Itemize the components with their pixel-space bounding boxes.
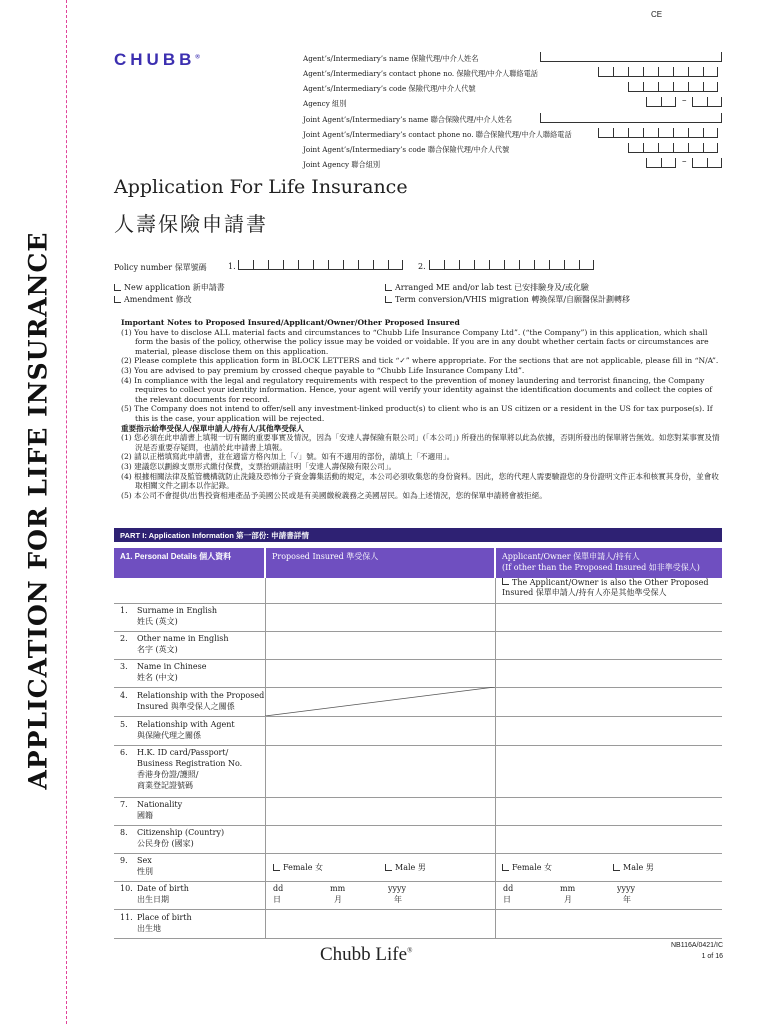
note-zh-3: (3) 建議您以劃線支票形式繳付保費，支票抬頭請註明「安達人壽保險有限公司」。 — [121, 461, 397, 471]
form-code: NB116A/0421/IC 1 of 16 — [670, 942, 723, 960]
title-chinese: 人壽保險申請書 — [114, 212, 268, 236]
agent-name-label: Agent’s/Intermediary’s name 保險代理/中介人姓名 — [303, 54, 479, 63]
column-divider — [495, 578, 496, 938]
policy-number-label: Policy number 保單號碼 — [114, 263, 207, 272]
row-id-number: 6. H.K. ID card/Passport/ Business Registration No. 香港身份證/護照/ 商業登記證號碼 — [120, 748, 243, 790]
dash: – — [682, 157, 687, 167]
policy-2-label: 2. — [418, 262, 426, 271]
agency-field-a[interactable] — [646, 97, 676, 107]
applicant-dob-year[interactable]: yyyy 年 — [617, 884, 636, 904]
joint-agency-field-b[interactable] — [692, 158, 722, 168]
notes-title: Important Notes to Proposed Insured/Applicant/Owner/Other Proposed Insured — [121, 318, 460, 327]
new-application-checkbox[interactable]: New application 新申請書 — [114, 282, 225, 293]
joint-agency-field-a[interactable] — [646, 158, 676, 168]
row-divider — [114, 797, 722, 798]
note-zh-1: (1) 您必須在此申請書上填報一切有關的重要事實及情況，因為「安達人壽保險有限公司」(「本公司」) 所發出的保單將以此為依據，否則所發出的保單將告無效。如您對某事實及情況是否重要存疑問，也請於此申請書上填報。 — [121, 433, 720, 452]
note-zh-4: (4) 根據相關法律及監管機構就防止洗錢及恐怖分子資金籌集活動的規定，本公司必須收集您的身份資料。因此，您的代理人需要驗證您的身份證明文件正本和核實其身份，並會收取相關文件之副本以作記錄。 — [121, 471, 719, 491]
row-divider — [114, 631, 722, 632]
row-divider — [114, 825, 722, 826]
dash: – — [682, 96, 687, 106]
joint-agent-name-label: Joint Agent’s/Intermediary’s name 聯合保險代理/中介人姓名 — [303, 115, 513, 124]
row-divider — [114, 938, 722, 939]
ce-mark: CE — [651, 10, 663, 19]
row-divider — [114, 853, 722, 854]
joint-agent-phone-label: Joint Agent’s/Intermediary’s contact phone no. 聯合保險代理/中介人聯絡電話 — [303, 130, 572, 139]
row-divider — [114, 881, 722, 882]
agency-label: Agency 組別 — [303, 99, 347, 108]
row-divider — [114, 909, 722, 910]
joint-agent-name-field[interactable] — [540, 113, 722, 123]
row-dob: 10. Date of birth 出生日期 — [120, 884, 189, 904]
agent-phone-field[interactable] — [598, 67, 718, 77]
applicant-dob-day[interactable]: dd 日 — [503, 884, 514, 904]
joint-agent-phone-field[interactable] — [598, 128, 718, 138]
insured-male-checkbox[interactable]: Male 男 — [385, 862, 426, 873]
row-citizenship: 8. Citizenship (Country) 公民身份 (國家) — [120, 828, 225, 848]
applicant-dob-month[interactable]: mm 月 — [560, 884, 576, 904]
agent-code-field[interactable] — [628, 82, 718, 92]
chubb-logo: CHUBB® — [114, 50, 200, 69]
proposed-insured-header: Proposed Insured 準受保人 — [266, 548, 494, 578]
title-english: Application For Life Insurance — [114, 176, 408, 198]
amendment-checkbox[interactable]: Amendment 修改 — [114, 294, 192, 305]
applicant-male-checkbox[interactable]: Male 男 — [613, 862, 654, 873]
policy-number-2-field[interactable] — [429, 260, 594, 270]
note-zh-5: (5) 本公司不會提供/出售投資相連產品予美國公民或是有美國繳稅義務之美國居民。如為上述情況，您的保單申請將會被拒絕。 — [121, 490, 547, 500]
joint-agent-code-field[interactable] — [628, 143, 718, 153]
note-en-4: (4) In compliance with the legal and regulatory requirements with respect to the prevention of money laundering and terrorist financing, the Company requires to collect your identity information. Hence, your agent will verify your identity against the identification documents and collect the copies of the relevant documents for record. — [121, 375, 713, 404]
insured-dob-month[interactable]: mm 月 — [330, 884, 346, 904]
applicant-owner-header: Applicant/Owner 保單申請人/持有人 (If other than the Proposed Insured 如非準受保人) — [496, 548, 722, 578]
row-divider — [114, 745, 722, 746]
not-applicable-slash — [265, 687, 495, 716]
row-surname: 1. Surname in English 姓氏 (英文) — [120, 606, 217, 626]
insured-female-checkbox[interactable]: Female 女 — [273, 862, 323, 873]
row-divider — [114, 659, 722, 660]
part1-header: PART I: Application Information 第一部份: 申請書詳情 — [114, 528, 722, 542]
column-divider — [265, 578, 266, 938]
insured-dob-day[interactable]: dd 日 — [273, 884, 284, 904]
row-nationality: 7. Nationality 國籍 — [120, 800, 183, 820]
agent-name-field[interactable] — [540, 52, 722, 62]
insured-dob-year[interactable]: yyyy 年 — [388, 884, 407, 904]
note-en-3: (3) You are advised to pay premium by crossed cheque payable to “Chubb Life Insurance Company Ltd”. — [121, 365, 525, 375]
chubb-life-logo: Chubb Life® — [320, 944, 413, 965]
joint-agent-code-label: Joint Agent’s/Intermediary’s code 聯合保險代理/中介人代號 — [303, 145, 510, 154]
important-notes — [121, 318, 721, 500]
row-place-of-birth: 11. Place of birth 出生地 — [120, 913, 192, 933]
notes-title-zh: 重要指示給準受保人/保單申請人/持有人/其他準受保人 — [121, 423, 304, 433]
row-other-name: 2. Other name in English 名字 (英文) — [120, 634, 229, 654]
note-en-2: (2) Please complete this application form in BLOCK LETTERS and tick “✓” where appropriate. For the sections that are not applicable, please fill in “N/A”. — [121, 356, 719, 366]
agency-field-b[interactable] — [692, 97, 722, 107]
note-en-5: (5) The Company does not intend to offer/sell any investment-linked product(s) to client who is an US citizen or a resident in the US for tax purpose(s). If this is the case, your application will be rejected. — [121, 404, 713, 423]
applicant-female-checkbox[interactable]: Female 女 — [502, 862, 552, 873]
note-zh-2: (2) 請以正楷填寫此申請書，並在適當方格內加上「✓」號。如有不適用的部份，請填上「不適用」。 — [121, 452, 455, 462]
also-insured-checkbox[interactable]: The Applicant/Owner is also the Other Proposed Insured 保單申請人/持有人亦是其他準受保人 — [502, 578, 709, 597]
row-sex: 9. Sex 性別 — [120, 856, 153, 876]
arranged-test-checkbox[interactable]: Arranged ME and/or lab test 已安排驗身及/或化驗 — [385, 282, 589, 293]
policy-number-1-field[interactable] — [238, 260, 403, 270]
note-en-1: (1) You have to disclose ALL material facts and circumstances to “Chubb Life Insurance Company Ltd”. (“the Company”) in this application, which shall form the basis of the policy, otherwise the policy issue may be voided or voidable. If you are in any doubt whether certain facts or circumstances are material, please disclose them on this application. — [121, 327, 709, 356]
row-divider — [114, 716, 722, 717]
term-conversion-checkbox[interactable]: Term conversion/VHIS migration 轉換保單/自願醫保計劃轉移 — [385, 294, 630, 305]
row-relationship-agent: 5. Relationship with Agent 與保險代理之關係 — [120, 720, 235, 740]
side-title: APPLICATION FOR LIFE INSURANCE — [23, 231, 53, 789]
a1-header: A1. Personal Details 個人資料 — [114, 548, 264, 578]
agent-code-label: Agent’s/Intermediary’s code 保險代理/中介人代號 — [303, 84, 476, 93]
agent-phone-label: Agent’s/Intermediary’s contact phone no. 保險代理/中介人聯絡電話 — [303, 69, 538, 78]
row-relationship-insured: 4. Relationship with the Proposed Insured 與準受保人之關係 — [120, 691, 265, 711]
policy-1-label: 1. — [228, 262, 236, 271]
perforation-line — [66, 0, 67, 1024]
row-divider — [114, 603, 722, 604]
joint-agency-label: Joint Agency 聯合組別 — [303, 160, 381, 169]
row-chinese-name: 3. Name in Chinese 姓名 (中文) — [120, 662, 207, 682]
